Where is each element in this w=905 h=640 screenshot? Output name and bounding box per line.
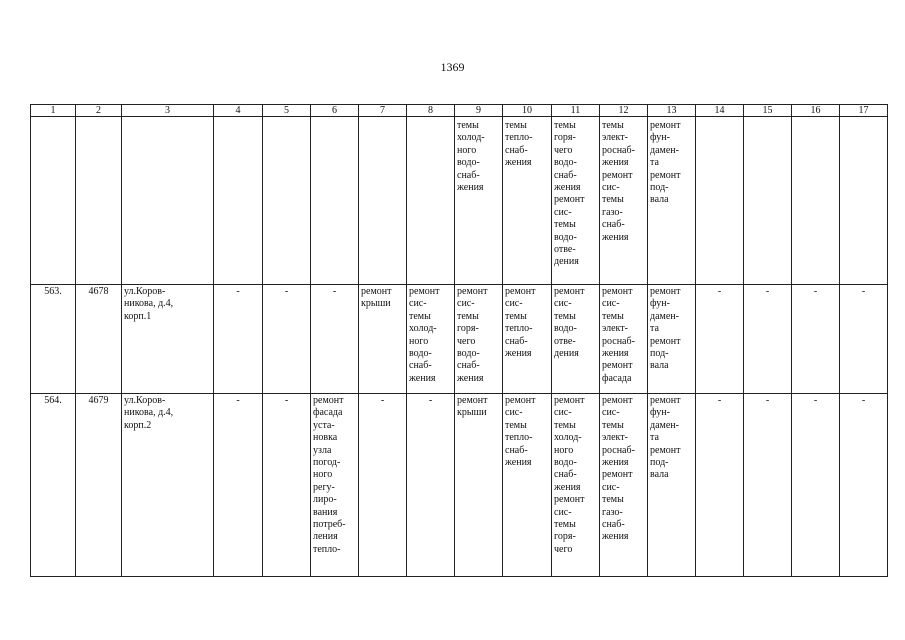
- table-cell: ремонт крыши: [359, 285, 407, 394]
- table-cell: ремонт сис- темы горя- чего водо- снаб- жения: [455, 285, 503, 394]
- table-cell: -: [214, 285, 263, 394]
- table-cell: ремонт сис- темы тепло- снаб- жения: [503, 285, 552, 394]
- table-cell: темы тепло- снаб- жения: [503, 117, 552, 285]
- column-header: 11: [552, 105, 600, 117]
- table-cell: -: [263, 394, 311, 577]
- table-cell: [263, 117, 311, 285]
- column-header: 14: [696, 105, 744, 117]
- column-header: 7: [359, 105, 407, 117]
- row-address: ул.Коров- никова, д.4, корп.2: [122, 394, 214, 577]
- table-cell: [76, 117, 122, 285]
- column-number-row: [31, 105, 888, 117]
- table-row: [31, 394, 888, 577]
- column-header: 10: [503, 105, 552, 117]
- table-cell: -: [359, 394, 407, 577]
- column-header: 13: [648, 105, 696, 117]
- column-header: 15: [744, 105, 792, 117]
- table-cell: ремонт сис- темы холод- ного водо- снаб- жения ремонт сис- темы горя- чего: [552, 394, 600, 577]
- column-header: 8: [407, 105, 455, 117]
- column-header: 3: [122, 105, 214, 117]
- table-cell: -: [696, 394, 744, 577]
- table-cell: [214, 117, 263, 285]
- table-cell: темы холод- ного водо- снаб- жения: [455, 117, 503, 285]
- table-cell: [792, 117, 840, 285]
- column-header: 2: [76, 105, 122, 117]
- column-header: 5: [263, 105, 311, 117]
- table-cell: ремонт сис- темы тепло- снаб- жения: [503, 394, 552, 577]
- table-cell: [359, 117, 407, 285]
- table-cell: ремонт фасада уста- новка узла погод- ного регу- лиро- вания потреб- ления тепло-: [311, 394, 359, 577]
- table-row: [31, 285, 888, 394]
- table-cell: -: [311, 285, 359, 394]
- table-cell: -: [840, 394, 888, 577]
- table-cell: ремонт крыши: [455, 394, 503, 577]
- table-cell: [122, 117, 214, 285]
- table-cell: темы элект- роснаб- жения ремонт сис- темы газо- снаб- жения: [600, 117, 648, 285]
- table-cell: -: [214, 394, 263, 577]
- table-cell: [407, 117, 455, 285]
- repair-schedule-table: [30, 104, 888, 577]
- column-header: 6: [311, 105, 359, 117]
- table-cell: -: [263, 285, 311, 394]
- column-header: 4: [214, 105, 263, 117]
- table-cell: ремонт фун- дамен- та ремонт под- вала: [648, 117, 696, 285]
- table-cell: ремонт фун- дамен- та ремонт под- вала: [648, 285, 696, 394]
- table-cell: -: [840, 285, 888, 394]
- page-number: 1369: [440, 60, 465, 74]
- table-cell: -: [407, 394, 455, 577]
- row-address: ул.Коров- никова, д.4, корп.1: [122, 285, 214, 394]
- table-cell: -: [792, 285, 840, 394]
- table-cell: -: [696, 285, 744, 394]
- row-code: 4679: [76, 394, 122, 577]
- table-cell: [31, 117, 76, 285]
- column-header: 12: [600, 105, 648, 117]
- table-cell: [744, 117, 792, 285]
- table-cell: ремонт сис- темы элект- роснаб- жения ремонт фасада: [600, 285, 648, 394]
- table-cell: темы горя- чего водо- снаб- жения ремонт сис- темы водо- отве- дения: [552, 117, 600, 285]
- table-cell: [696, 117, 744, 285]
- row-number: 563.: [31, 285, 76, 394]
- table-cell: ремонт сис- темы холод- ного водо- снаб- жения: [407, 285, 455, 394]
- column-header: 17: [840, 105, 888, 117]
- table-cell: -: [744, 285, 792, 394]
- column-header: 1: [31, 105, 76, 117]
- table-cell: ремонт сис- темы водо- отве- дения: [552, 285, 600, 394]
- table-cell: ремонт сис- темы элект- роснаб- жения ремонт сис- темы газо- снаб- жения: [600, 394, 648, 577]
- column-header: 9: [455, 105, 503, 117]
- table-cell: [311, 117, 359, 285]
- table-cell: -: [792, 394, 840, 577]
- table-cell: -: [744, 394, 792, 577]
- table-cell: ремонт фун- дамен- та ремонт под- вала: [648, 394, 696, 577]
- continuation-row: [31, 117, 888, 285]
- column-header: 16: [792, 105, 840, 117]
- row-number: 564.: [31, 394, 76, 577]
- row-code: 4678: [76, 285, 122, 394]
- table-cell: [840, 117, 888, 285]
